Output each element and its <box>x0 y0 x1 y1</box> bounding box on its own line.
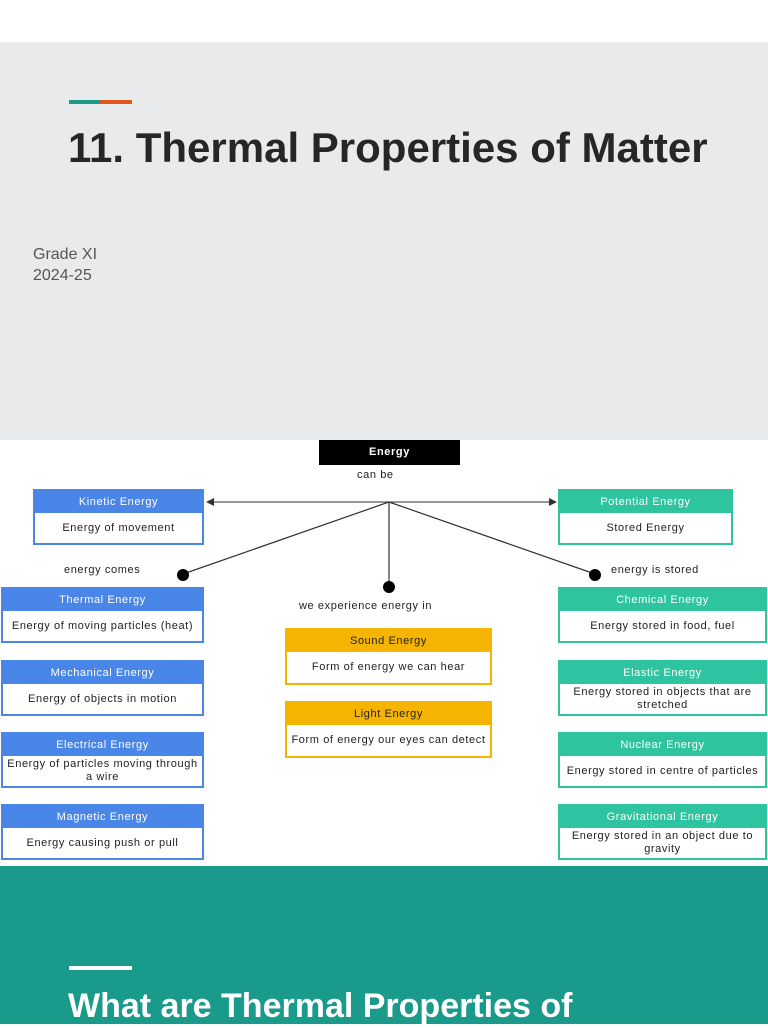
root-caption: can be <box>357 469 394 481</box>
label-we-experience: we experience energy in <box>299 600 433 612</box>
kinetic-energy-box: Kinetic Energy Energy of movement <box>33 489 204 545</box>
sound-energy-box: Sound Energy Form of energy we can hear <box>285 628 492 685</box>
energy-diagram <box>0 440 768 866</box>
thermal-energy-box: Thermal Energy Energy of moving particles (heat) <box>1 587 204 643</box>
title-slide <box>0 42 768 440</box>
root-energy: Energy <box>319 440 460 465</box>
elastic-energy-box: Elastic Energy Energy stored in objects that are stretched <box>558 660 767 716</box>
label-energy-comes: energy comes <box>64 564 141 576</box>
light-energy-box: Light Energy Form of energy our eyes can detect <box>285 701 492 758</box>
electrical-energy-box: Electrical Energy Energy of particles moving through a wire <box>1 732 204 788</box>
nuclear-energy-box: Nuclear Energy Energy stored in centre of particles <box>558 732 767 788</box>
slide-title: 11. Thermal Properties of Matter <box>68 124 708 171</box>
mechanical-energy-box: Mechanical Energy Energy of objects in motion <box>1 660 204 716</box>
magnetic-energy-box: Magnetic Energy Energy causing push or pull <box>1 804 204 860</box>
label-energy-stored: energy is stored <box>611 564 699 576</box>
section-accent-bar <box>69 966 132 970</box>
section-slide <box>0 866 768 1024</box>
potential-energy-box: Potential Energy Stored Energy <box>558 489 733 545</box>
grade-label: Grade XI <box>33 246 98 263</box>
accent-bar <box>69 100 132 104</box>
section-heading: What are Thermal Properties of <box>68 987 573 1025</box>
gravitational-energy-box: Gravitational Energy Energy stored in an object due to gravity <box>558 804 767 860</box>
year-label: 2024-25 <box>33 267 92 284</box>
chemical-energy-box: Chemical Energy Energy stored in food, fuel <box>558 587 767 643</box>
